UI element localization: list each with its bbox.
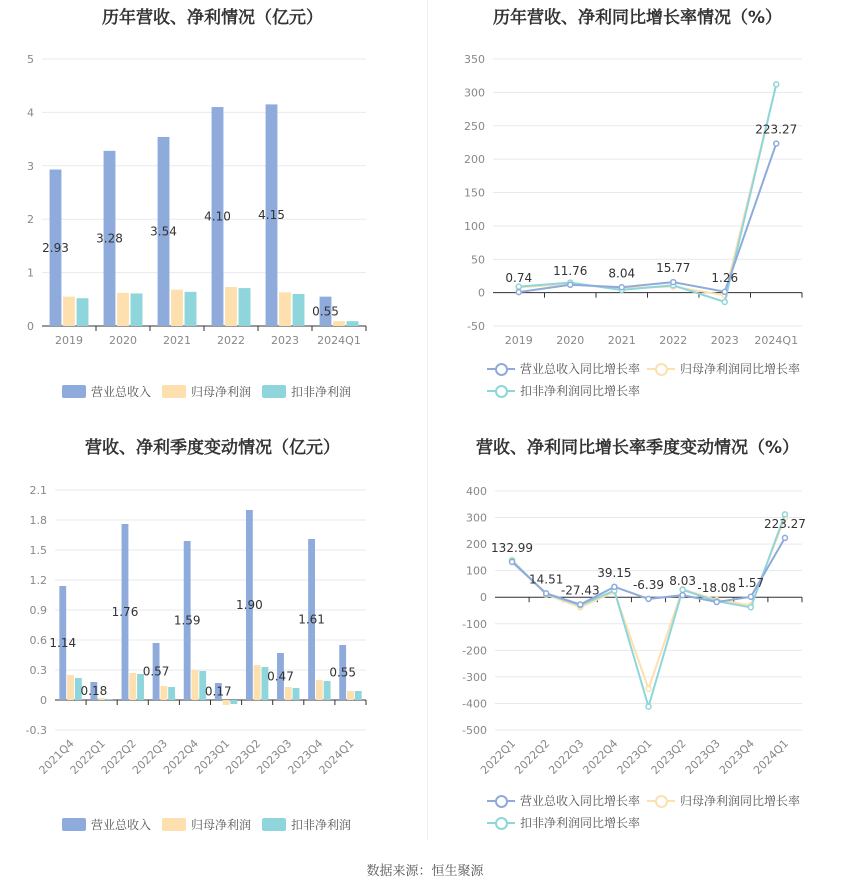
bar-net-profit xyxy=(285,687,292,700)
legend-swatch xyxy=(162,818,186,831)
x-tick-label: 2022Q4 xyxy=(580,736,621,777)
legend-label: 营业总收入同比增长率 xyxy=(520,794,641,808)
y-tick-label: -0.3 xyxy=(25,724,47,737)
data-source-footer: 数据来源：恒生聚源 xyxy=(366,864,484,879)
y-tick-label: 0.3 xyxy=(29,664,47,677)
data-label: 132.99 xyxy=(491,540,534,555)
x-tick-label: 2021 xyxy=(163,334,191,347)
y-tick-label: 150 xyxy=(464,186,485,200)
x-tick-label: 2023Q2 xyxy=(223,736,264,777)
x-tick-label: 2022Q4 xyxy=(161,736,202,777)
data-label: 223.27 xyxy=(755,122,798,137)
y-tick-label: 1 xyxy=(27,266,34,280)
y-tick-label: 0 xyxy=(478,286,485,300)
x-tick-label: 2023 xyxy=(271,334,299,347)
data-label: 1.61 xyxy=(298,612,325,627)
y-tick-label: -200 xyxy=(462,644,487,658)
y-tick-label: 200 xyxy=(464,153,485,167)
data-label: 0.47 xyxy=(267,669,294,684)
bar-net-profit xyxy=(333,321,345,326)
y-tick-label: -100 xyxy=(462,617,487,631)
x-tick-label: 2022 xyxy=(217,334,245,347)
data-label: 0.55 xyxy=(329,665,357,680)
bar-net-profit xyxy=(129,673,136,700)
bar-net-profit xyxy=(98,698,105,700)
series-point xyxy=(680,593,685,598)
y-tick-label: 350 xyxy=(464,53,485,66)
y-tick-label: 200 xyxy=(466,538,487,552)
x-tick-label: 2022Q2 xyxy=(98,736,139,777)
chart-title: 营收、净利同比增长率季度变动情况（%） xyxy=(475,438,800,458)
bar-net-profit xyxy=(67,675,74,700)
legend-label: 归母净利润 xyxy=(191,818,252,832)
y-tick-label: 50 xyxy=(471,253,485,267)
legend-label: 归母净利润同比增长率 xyxy=(680,362,801,376)
bar-deducted-profit xyxy=(168,687,175,700)
data-label: -27.43 xyxy=(560,583,600,598)
legend-item[interactable] xyxy=(62,383,151,400)
legend-item[interactable] xyxy=(487,382,640,399)
data-label: 223.27 xyxy=(763,516,806,531)
series-point xyxy=(782,535,787,540)
series-point xyxy=(722,299,727,304)
bar-deducted-profit xyxy=(106,699,113,700)
x-tick-label: 2023Q1 xyxy=(192,736,233,777)
x-tick-label: 2022Q1 xyxy=(478,736,519,777)
chart-annual-growth xyxy=(425,0,850,360)
x-tick-label: 2019 xyxy=(55,334,83,347)
data-label: 14.51 xyxy=(528,572,564,587)
x-tick-label: 2022Q2 xyxy=(512,736,553,777)
y-tick-label: 2.1 xyxy=(29,484,47,497)
bar-deducted-profit xyxy=(324,681,331,700)
legend-label: 扣非净利润 xyxy=(291,818,352,832)
x-tick-label: 2022Q3 xyxy=(546,736,587,777)
legend-item[interactable] xyxy=(487,814,640,831)
series-point xyxy=(774,141,779,146)
y-tick-label: 1.2 xyxy=(29,574,47,587)
y-tick-label: 1.5 xyxy=(29,544,47,557)
data-label: 0.74 xyxy=(505,271,533,286)
y-tick-label: 1.8 xyxy=(29,514,47,527)
x-tick-label: 2020 xyxy=(556,334,585,347)
chart-title: 历年营收、净利情况（亿元） xyxy=(102,8,323,28)
x-tick-label: 2022Q3 xyxy=(129,736,170,777)
data-label: 4.15 xyxy=(258,208,285,223)
series-point xyxy=(722,289,727,294)
data-label: 8.04 xyxy=(608,266,636,281)
chart-title: 营收、净利季度变动情况（亿元） xyxy=(85,438,340,458)
x-tick-label: 2023Q1 xyxy=(614,736,655,777)
y-tick-label: -300 xyxy=(462,670,487,684)
series-point xyxy=(612,584,617,589)
series-line xyxy=(512,538,785,605)
series-point xyxy=(619,285,624,290)
legend-marker xyxy=(495,795,508,808)
y-tick-label: 0.6 xyxy=(29,634,47,647)
data-label: -6.39 xyxy=(632,577,665,592)
chart-annual-revenue xyxy=(0,0,425,360)
series-point xyxy=(510,559,515,564)
legend-swatch xyxy=(487,794,515,808)
x-tick-label: 2021Q4 xyxy=(36,736,77,777)
y-tick-label: 4 xyxy=(27,106,34,120)
data-label: 1.14 xyxy=(49,636,77,650)
legend-label: 归母净利润同比增长率 xyxy=(680,794,801,808)
legend-swatch xyxy=(647,362,675,376)
data-label: 39.15 xyxy=(597,565,632,580)
legend-label: 扣非净利润同比增长率 xyxy=(520,816,641,830)
data-label: 3.54 xyxy=(150,224,177,239)
bar-net-profit xyxy=(117,293,129,326)
x-tick-label: 2023Q3 xyxy=(254,736,295,777)
x-tick-label: 2020 xyxy=(109,334,137,347)
legend-marker xyxy=(495,363,508,376)
data-label: 1.90 xyxy=(236,598,263,612)
legend-item[interactable] xyxy=(162,383,251,400)
legend-label: 营业总收入同比增长率 xyxy=(520,362,641,376)
y-tick-label: 5 xyxy=(27,53,34,66)
legend-item[interactable] xyxy=(62,816,151,833)
y-tick-label: 0 xyxy=(27,320,34,333)
legend-item[interactable] xyxy=(262,383,351,400)
bar-net-profit xyxy=(279,292,291,326)
data-label: -18.08 xyxy=(697,581,737,596)
legend-label: 归母净利润 xyxy=(191,385,252,399)
y-tick-label: 400 xyxy=(466,485,487,498)
y-tick-label: 0 xyxy=(40,694,47,707)
data-label: 0.55 xyxy=(312,304,339,319)
data-label: 4.10 xyxy=(204,209,231,224)
legend-marker xyxy=(495,817,508,830)
bar-deducted-profit xyxy=(347,321,359,326)
legend-label: 营业总收入 xyxy=(91,385,152,399)
data-label: 11.76 xyxy=(553,263,588,278)
legend-item[interactable] xyxy=(487,360,640,377)
bar-net-profit xyxy=(223,700,230,705)
bar-net-profit xyxy=(171,290,183,326)
x-tick-label: 2024Q1 xyxy=(751,736,792,777)
series-line xyxy=(512,514,785,706)
chart-title: 历年营收、净利同比增长率情况（%） xyxy=(492,8,783,28)
legend-swatch xyxy=(487,384,515,398)
bar-net-profit xyxy=(347,691,354,700)
y-tick-label: 100 xyxy=(464,219,485,233)
legend-item[interactable] xyxy=(647,792,800,809)
legend-marker xyxy=(655,363,668,376)
legend-label: 营业总收入 xyxy=(91,818,152,832)
x-tick-label: 2024Q1 xyxy=(316,736,357,777)
series-point xyxy=(774,82,779,87)
legend-swatch xyxy=(62,385,86,398)
x-tick-label: 2023Q4 xyxy=(716,736,757,777)
x-tick-label: 2024Q1 xyxy=(317,334,361,347)
data-label: 0.17 xyxy=(204,684,232,699)
bar-deducted-profit xyxy=(77,298,89,326)
legend-swatch xyxy=(487,362,515,376)
series-point xyxy=(578,602,583,607)
legend-label: 扣非净利润同比增长率 xyxy=(520,384,641,398)
bar-deducted-profit xyxy=(185,292,197,326)
data-label: 1.26 xyxy=(711,270,739,285)
data-label: 1.76 xyxy=(111,605,139,619)
x-tick-label: 2022Q1 xyxy=(67,736,108,777)
chart-panel-quarterly-revenue xyxy=(0,430,425,860)
chart-panel-quarterly-growth xyxy=(425,430,850,860)
series-point xyxy=(714,600,719,605)
data-label: 0.18 xyxy=(80,684,108,698)
bar-deducted-profit xyxy=(230,700,237,704)
bar-net-profit xyxy=(316,680,323,700)
series-point xyxy=(646,596,651,601)
y-tick-label: 250 xyxy=(464,119,485,133)
series-point xyxy=(748,605,753,610)
data-label: 0.57 xyxy=(142,664,170,679)
chart-quarterly-growth xyxy=(425,430,850,820)
chart-panel-annual-revenue xyxy=(0,0,425,430)
legend-swatch xyxy=(487,816,515,830)
series-point xyxy=(748,594,753,599)
legend-swatch xyxy=(162,385,186,398)
y-tick-label: 2 xyxy=(27,213,34,227)
series-point xyxy=(646,686,651,691)
y-tick-label: 100 xyxy=(466,564,487,578)
y-tick-label: -50 xyxy=(467,320,485,333)
x-tick-label: 2019 xyxy=(504,334,533,347)
x-tick-label: 2023 xyxy=(710,334,739,347)
y-tick-label: 300 xyxy=(464,86,485,100)
legend-item[interactable] xyxy=(647,360,800,377)
series-point xyxy=(671,280,676,285)
bar-net-profit xyxy=(225,287,237,326)
chart-panel-annual-growth xyxy=(425,0,850,430)
x-tick-label: 2023Q4 xyxy=(285,736,326,777)
bar-net-profit xyxy=(254,665,261,700)
series-point xyxy=(646,704,651,709)
legend-label: 扣非净利润 xyxy=(291,385,352,399)
y-tick-label: -500 xyxy=(462,724,487,737)
bar-net-profit xyxy=(192,670,199,700)
legend-marker xyxy=(655,795,668,808)
legend-swatch xyxy=(262,818,286,831)
data-label: 1.57 xyxy=(737,575,765,590)
bar-deducted-profit xyxy=(355,691,362,700)
legend-swatch xyxy=(262,385,286,398)
legend-swatch xyxy=(647,794,675,808)
x-tick-label: 2021 xyxy=(607,334,636,347)
x-tick-label: 2024Q1 xyxy=(754,334,799,347)
y-tick-label: 0 xyxy=(480,591,487,605)
bar-net-profit xyxy=(63,297,75,326)
legend-item[interactable] xyxy=(262,816,351,833)
legend-item[interactable] xyxy=(162,816,251,833)
data-label: 1.59 xyxy=(173,613,201,628)
y-tick-label: -400 xyxy=(462,697,487,711)
data-label: 3.28 xyxy=(96,231,123,246)
chart-quarterly-revenue xyxy=(0,430,425,820)
bar-deducted-profit xyxy=(293,294,305,326)
y-tick-label: 3 xyxy=(27,159,34,173)
bar-deducted-profit xyxy=(293,688,300,700)
data-label: 8.03 xyxy=(669,574,696,589)
series-point xyxy=(568,282,573,287)
series-point xyxy=(544,591,549,596)
legend-item[interactable] xyxy=(487,792,640,809)
x-tick-label: 2023Q3 xyxy=(682,736,723,777)
legend-swatch xyxy=(62,818,86,831)
series-point xyxy=(516,290,521,295)
x-tick-label: 2022 xyxy=(659,334,688,347)
legend-marker xyxy=(495,385,508,398)
bar-net-profit xyxy=(160,686,167,700)
bar-deducted-profit xyxy=(131,293,143,326)
x-tick-label: 2023Q2 xyxy=(648,736,689,777)
data-label: 15.77 xyxy=(656,261,691,276)
y-tick-label: 300 xyxy=(466,511,487,525)
data-label: 2.93 xyxy=(42,240,69,255)
y-tick-label: 0.9 xyxy=(29,604,47,617)
series-line xyxy=(512,518,785,689)
bar-deducted-profit xyxy=(239,288,251,326)
